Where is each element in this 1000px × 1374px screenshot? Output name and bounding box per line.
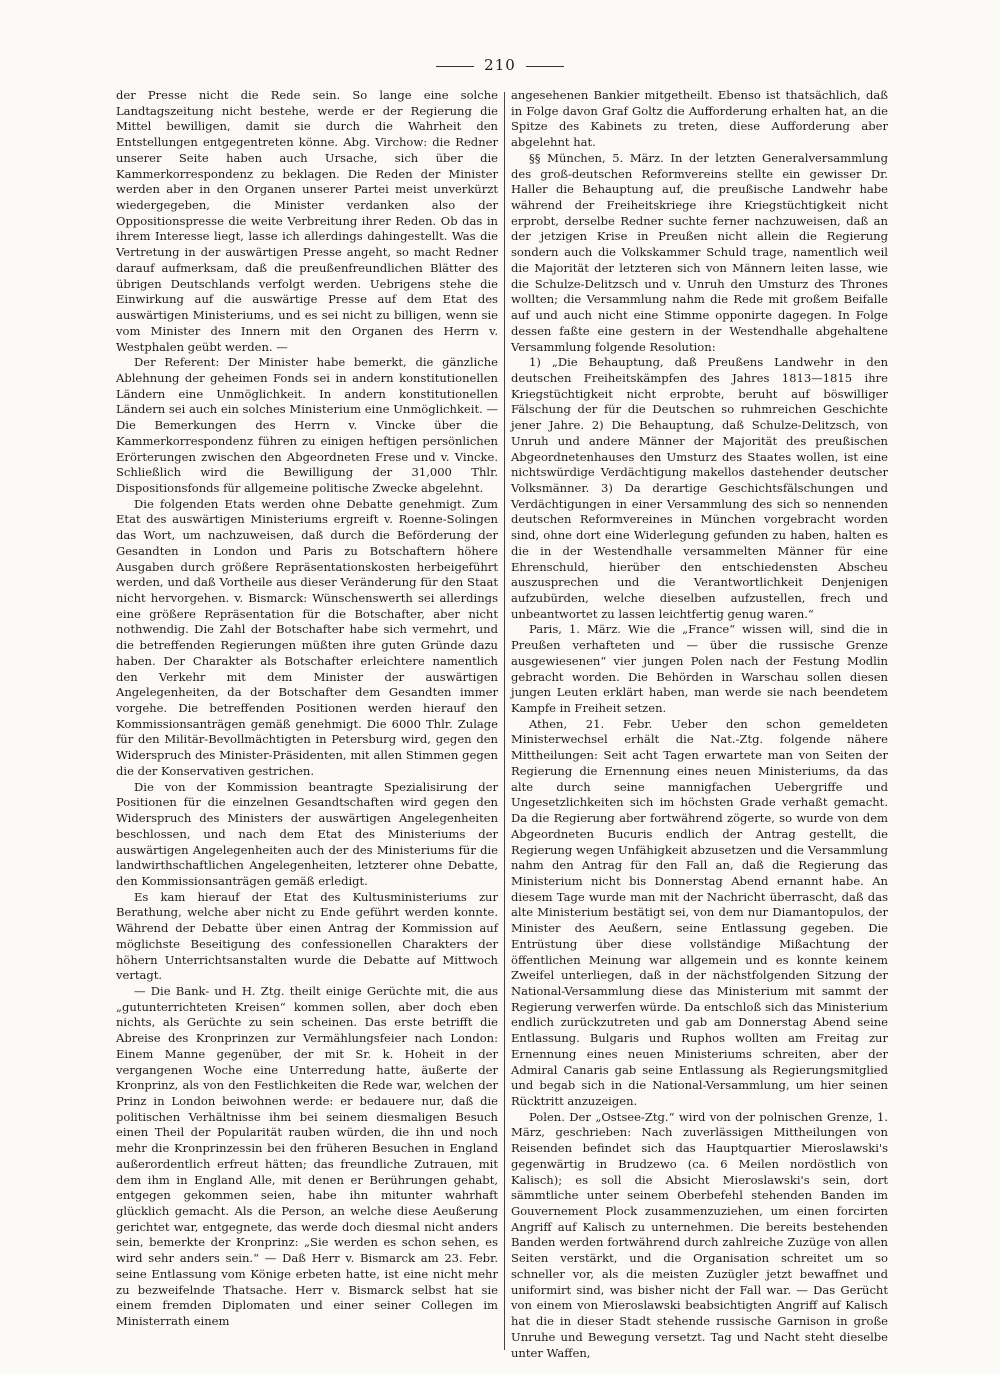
left-paragraph-5: Es kam hierauf der Etat des Kultusministeriums zur Berathung, welche aber nicht zu Ende geführt werden konnte. Während der Debatte über einen Antrag der Kommission auf möglichste Beseitigung des confessionellen Charakters der höhern Unterrichtsanstalten wurde die Debatte auf Mittwoch vertagt. [116,889,498,983]
column-divider [504,92,505,1350]
left-paragraph-6: — Die Bank- und H. Ztg. theilt einige Gerüchte mit, die aus „gutunterrichteten Kreisen“ kommen sollen, aber doch eben nichts, als Gerüchte zu sein scheinen. Das erste betrifft die Abreise des Kronprinzen zur Vermählungsfeier nach London: Einem Manne gegenüber, der mit Sr. k. Hoheit in der vergangenen Woche eine Unterredung hatte, äußerte der Kronprinz, als von den Festlichkeiten die Rede war, welchen der Prinz in London beiwohnen werde: er bedauere nur, daß die politischen Verhältnisse ihm bei seinem diesmaligen Besuch einen Theil der Popularität rauben würden, die ihn und noch mehr die Kronprinzessin bei den früheren Besuchen in England außerordentlich erfreut hätten; das freundliche Zutrauen, mit dem ihm in England Alle, mit denen er Berührungen gehabt, entgegen gekommen seien, habe ihn mitunter wahrhaft glücklich gemacht. Als die Person, an welche diese Aeußerung gerichtet war, entgegnete, das werde doch diesmal nicht anders sein, bemerkte der Kronprinz: „Sie werden es schon sehen, es wird sehr anders sein.“ — Daß Herr v. Bismarck am 23. Febr. seine Entlassung vom Könige erbeten hatte, ist eine nicht mehr zu bezweifelnde Thatsache. Herr v. Bismarck selbst hat sie einem fremden Diplomaten und einer seiner Collegen im Ministerrath einem [116,983,498,1329]
right-column [511,88,888,1360]
left-column [116,88,498,1350]
right-dash [526,66,564,67]
left-paragraph-2: Der Referent: Der Minister habe bemerkt, die gänzliche Ablehnung der geheimen Fonds sei in andern konstitutionellen Ländern eine Unmöglichkeit. In andern konstitutionellen Ländern sei auch ein solches Ministerium eine Unmöglichkeit. — Die Bemerkungen des Herrn v. Vincke über die Kammerkorrespondenz führen zu einigen heftigen persönlichen Erörterungen zwischen den Abgeordneten Frese und v. Vincke. Schließlich wird die Bewilligung der 31,000 Thlr. Dispositionsfonds für allgemeine politische Zwecke abgelehnt. [116,355,498,495]
right-paragraph-4: Paris, 1. März. Wie die „France“ wissen will, sind die in Preußen verhafteten und — über die russische Grenze ausgewiesenen“ vier jungen Polen nach der Festung Modlin gebracht worden. Die Behörden in Warschau sollen diesen jungen Leuten erklärt haben, man werde sie nach beendetem Kampfe in Freiheit setzen. [511,622,888,716]
left-paragraph-4: Die von der Kommission beantragte Spezialisirung der Positionen für die einzelnen Gesandtschaften wird gegen den Widerspruch des Ministers der auswärtigen Angelegenheiten beschlossen, und nach dem Etat des Ministeriums der auswärtigen Angelegenheiten auch der des Ministeriums für die landwirthschaftlichen Angelegenheiten, letzterer ohne Debatte, den Kommissionsanträgen gemäß erledigt. [116,779,498,888]
right-paragraph-3: 1) „Die Behauptung, daß Preußens Landwehr in den deutschen Freiheitskämpfen des Jahres 1813—1815 ihre Kriegstüchtigkeit nicht erprobte, beruht auf böswilliger Fälschung der für die Deutschen so ruhmreichen Geschichte jener Jahre. 2) Die Behauptung, daß Schulze-Delitzsch, von Unruh und andere Männer der Majorität des preußischen Abgeordnetenhauses den Umsturz des Staates wollen, ist eine nichtswürdige Verdächtigung makellos dastehender deutscher Volksmänner. 3) Da derartige Geschichtsfälschungen und Verdächtigungen in einer Versammlung des sich so nennenden deutschen Reformvereines in München vorgebracht worden sind, ohne dort eine Widerlegung gefunden zu haben, halten es die in der Westendhalle versammelten Männer für eine Ehrenschuld, hierüber den entschiedensten Abscheu auszusprechen und die Verantwortlichkeit Denjenigen aufzubürden, welche dieselben aufzustellen, frech und unbeantwortet zu lassen leichtfertig genug waren.“ [511,355,888,621]
left-paragraph-1: der Presse nicht die Rede sein. So lange eine solche Landtagszeitung nicht bestehe, werde er der Regierung die Mittel bewilligen, damit sie durch die Wahrheit den Entstellungen entgegentreten könne. Abg. Virchow: die Redner unserer Seite haben auch Ursache, sich über die Kammerkorrespondenz zu beklagen. Die Reden der Minister werden aber in den Organen unserer Partei meist unverkürzt wiedergegeben, die Minister verdanken also der Oppositionspresse die weite Verbreitung ihrer Reden. Ob das in ihrem Interesse liegt, lasse ich allerdings dahingestellt. Was die Vertretung in der auswärtigen Presse angeht, so macht Redner darauf aufmerksam, daß die preußenfreundlichen Blätter des übrigen Deutschlands verfolgt werden. Uebrigens stehe die Einwirkung auf die auswärtige Presse auf dem Etat des auswärtigen Ministeriums, und es sei nicht zu billigen, wenn sie vom Minister des Innern mit den Organen des Herrn v. Westphalen geübt werden. — [116,88,498,354]
right-paragraph-5: Athen, 21. Febr. Ueber den schon gemeldeten Ministerwechsel erhält die Nat.-Ztg. folgende nähere Mittheilungen: Seit acht Tagen erwartete man von Seiten der Regierung die Ernennung eines neuen Ministeriums, da das alte durch seine mannigfachen Uebergriffe und Ungesetzlichkeiten sich im höchsten Grade verhaßt gemacht. Da die Regierung aber fortwährend zögerte, so wurde von dem Abgeordneten Bucuris endlich der Antrag gestellt, die Regierung wegen Unfähigkeit abzusetzen und die Versammlung nahm den Antrag für den Fall an, daß die Regierung das Ministerium nicht bis Donnerstag Abend ernannt habe. An diesem Tage wurde man mit der Nachricht überrascht, daß das alte Ministerium bestätigt sei, von dem nur Diamantopulos, der Minister des Aeußern, seine Entlassung gegeben. Die Entrüstung über diese vollständige Mißachtung der öffentlichen Meinung war allgemein und es konnte keinem Zweifel unterliegen, daß in der nächstfolgenden Sitzung der National-Versammlung diese das Ministerium mit sammt der Regierung verwerfen würde. Da entschloß sich das Ministerium endlich zurückzutreten und gab am Donnerstag Abend seine Entlassung. Bulgaris und Ruphos wollten am Freitag zur Ernennung eines neuen Ministeriums schreiten, aber der Admiral Canaris gab seine Entlassung als Regierungsmitglied und begab sich in die National-Versammlung, um hier seinen Rücktritt anzuzeigen. [511,716,888,1108]
left-dash [436,66,474,67]
left-paragraph-3: Die folgenden Etats werden ohne Debatte genehmigt. Zum Etat des auswärtigen Ministeriums ergreift v. Roenne-Solingen das Wort, um nachzuweisen, daß durch die Beförderung der Gesandten in London und Paris zu Botschaftern höhere Ausgaben durch größere Repräsentationskosten herbeigeführt werden, und daß Vortheile aus dieser Veränderung für den Staat nicht hervorgehen. v. Bismarck: Wünschenswerth sei allerdings eine größere Repräsentation für die Botschafter, aber nicht nothwendig. Die Zahl der Botschafter habe sich vermehrt, und die betreffenden Regierungen müßten ihre guten Gründe dazu haben. Der Charakter als Botschafter erleichtere namentlich den Verkehr mit dem Minister der auswärtigen Angelegenheiten, da der Botschafter dem Gesandten immer vorgehe. Die betreffenden Positionen werden hierauf den Kommissionsanträgen gemäß genehmigt. Die 6000 Thlr. Zulage für den Militär-Bevollmächtigten in Petersburg wird, gegen den Widerspruch des Minister-Präsidenten, mit allen Stimmen gegen die der Konservativen gestrichen. [116,496,498,778]
page-number [0,56,1000,74]
page-number-text: 210 [484,56,516,74]
right-paragraph-1: angesehenen Bankier mitgetheilt. Ebenso ist thatsächlich, daß in Folge davon Graf Goltz die Aufforderung erhalten hat, an die Spitze des Kabinets zu treten, diese Aufforderung aber abgelehnt hat. [511,88,888,150]
right-paragraph-6: Polen. Der „Ostsee-Ztg.“ wird von der polnischen Grenze, 1. März, geschrieben: Nach zuverlässigen Mittheilungen von Reisenden befindet sich das Hauptquartier Mieroslawski's gegenwärtig in Brudzewo (ca. 6 Meilen nordöstlich von Kalisch); es soll die Absicht Mieroslawski's sein, dort sämmtliche unter seinem Oberbefehl stehenden Banden im Gouvernement Plock zusammenzuziehen, um einen forcirten Angriff auf Kalisch zu unternehmen. Die bereits bestehenden Banden werden fortwährend durch zahlreiche Zuzüge von allen Seiten verstärkt, und die Organisation schreitet um so schneller vor, als die meisten Zuzügler jetzt bewaffnet und uniformirt sind, was bisher nicht der Fall war. — Das Gerücht von einem von Mieroslawski beabsichtigten Angriff auf Kalisch hat die in dieser Stadt stehende russische Garnison in große Unruhe und Bewegung versetzt. Tag und Nacht steht dieselbe unter Waffen, [511,1109,888,1360]
right-paragraph-2: §§ München, 5. März. In der letzten Generalversammlung des groß-deutschen Reformvereins stellte ein gewisser Dr. Haller die Behauptung auf, die preußische Landwehr habe während der Freiheitskriege ihre Kriegstüchtigkeit nicht erprobt, derselbe Redner suchte ferner nachzuweisen, daß an der jetzigen Krise in Preußen nicht allein die Regierung sondern auch die Volkskammer Schuld trage, namentlich weil die Majorität der letzteren sich von Männern leiten lasse, wie die Schulze-Delitzsch und v. Unruh den Umsturz des Thrones wollten; die Versammlung nahm die Rede mit großem Beifalle auf und auch nicht eine Stimme opponirte dagegen. In Folge dessen faßte eine gestern in der Westendhalle abgehaltene Versammlung folgende Resolution: [511,150,888,354]
